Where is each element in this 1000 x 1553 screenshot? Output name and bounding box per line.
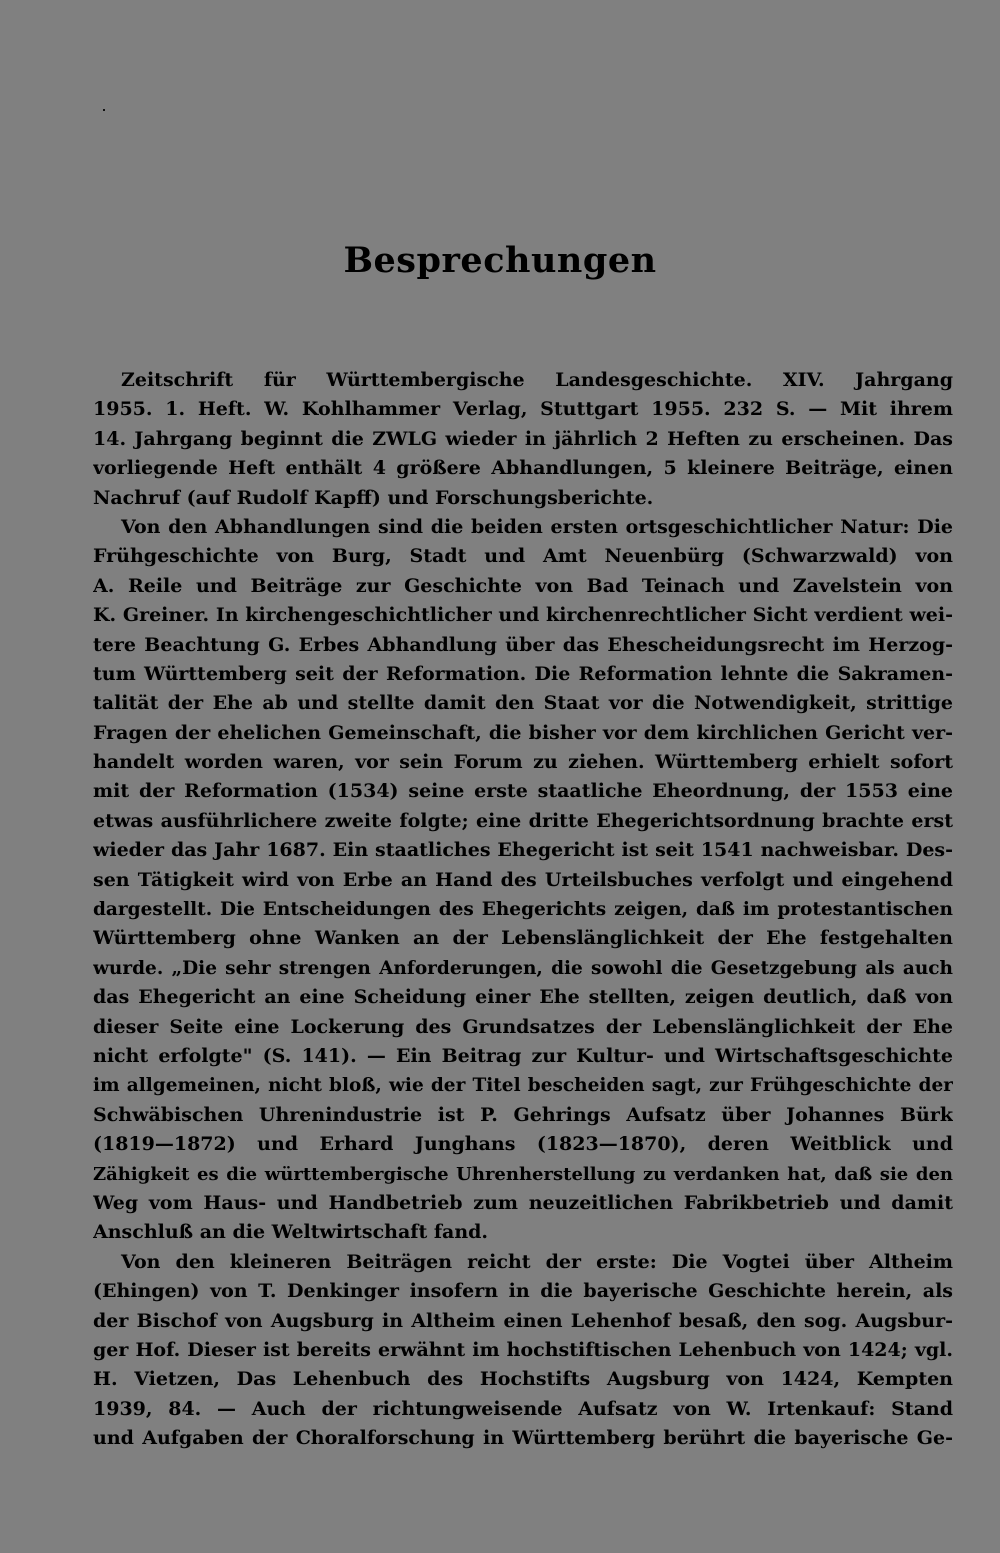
text-line: H. Vietzen, Das Lehenbuch des Hochstifts Augsburg von 1424, Kempten	[93, 1368, 953, 1391]
text-line: Anschluß an die Weltwirtschaft fand.	[93, 1221, 489, 1244]
text-line: 1955. 1. Heft. W. Kohlhammer Verlag, Stuttgart 1955. 232 S. — Mit ihrem	[93, 398, 953, 421]
text-line: vorliegende Heft enthält 4 größere Abhandlungen, 5 kleinere Beiträge, einen	[93, 457, 953, 480]
text-line: nicht erfolgte" (S. 141). — Ein Beitrag zur Kultur- und Wirtschaftsgeschichte	[93, 1044, 953, 1067]
review-text	[93, 366, 953, 1453]
text-line: Fragen der ehelichen Gemeinschaft, die bisher vor dem kirchlichen Gericht ver-	[93, 721, 953, 744]
text-line: dieser Seite eine Lockerung des Grundsatzes der Lebenslänglichkeit der Ehe	[93, 1015, 953, 1038]
text-line: mit der Reformation (1534) seine erste staatliche Eheordnung, der 1553 eine	[93, 780, 953, 803]
text-line: A. Reile und Beiträge zur Geschichte von Bad Teinach und Zavelstein von	[93, 574, 953, 597]
scan-speck	[103, 109, 105, 111]
text-line: Von den Abhandlungen sind die beiden ersten ortsgeschichtlicher Natur: Die	[121, 515, 953, 538]
text-line: Zeitschrift für Württembergische Landesgeschichte. XIV. Jahrgang	[121, 369, 953, 391]
text-line: 1939, 84. — Auch der richtungweisende Aufsatz von W. Irtenkauf: Stand	[93, 1397, 953, 1420]
text-line: Von den kleineren Beiträgen reicht der erste: Die Vogtei über Altheim	[121, 1250, 953, 1273]
text-line: wieder das Jahr 1687. Ein staatliches Ehegericht ist seit 1541 nachweisbar. Des-	[93, 839, 953, 862]
text-line: sen Tätigkeit wird von Erbe an Hand des Urteilsbuches verfolgt und eingehend	[93, 868, 953, 891]
text-line: (1819—1872) und Erhard Junghans (1823—1870), deren Weitblick und	[93, 1133, 953, 1156]
text-line: Württemberg ohne Wanken an der Lebenslänglichkeit der Ehe festgehalten	[93, 927, 953, 950]
text-line: das Ehegericht an eine Scheidung einer Ehe stellten, zeigen deutlich, daß von	[93, 986, 953, 1009]
text-line: talität der Ehe ab und stellte damit den Staat vor die Notwendigkeit, strittige	[93, 692, 953, 715]
text-line: wurde. „Die sehr strengen Anforderungen, die sowohl die Gesetzgebung als auch	[93, 957, 953, 979]
text-line: im allgemeinen, nicht bloß, wie der Titel bescheiden sagt, zur Frühgeschichte der	[93, 1075, 953, 1097]
text-line: (Ehingen) von T. Denkinger insofern in die bayerische Geschichte herein, als	[93, 1280, 953, 1303]
text-line: 14. Jahrgang beginnt die ZWLG wieder in jährlich 2 Heften zu erscheinen. Das	[93, 427, 953, 450]
text-line: etwas ausführlichere zweite folgte; eine dritte Ehegerichtsordnung brachte erst	[93, 809, 953, 832]
text-line: handelt worden waren, vor sein Forum zu ziehen. Württemberg erhielt sofort	[93, 751, 953, 774]
text-line: tum Württemberg seit der Reformation. Die Reformation lehnte die Sakramen-	[93, 662, 953, 685]
text-line: der Bischof von Augsburg in Altheim einen Lehenhof besaß, den sog. Augsbur-	[93, 1309, 953, 1332]
text-line: und Aufgaben der Choralforschung in Württemberg berührt die bayerische Ge-	[93, 1427, 953, 1450]
text-line: tere Beachtung G. Erbes Abhandlung über das Ehescheidungsrecht im Herzog-	[93, 633, 953, 656]
text-line: K. Greiner. In kirchengeschichtlicher und kirchenrechtlicher Sicht verdient wei-	[93, 604, 953, 627]
text-line: Schwäbischen Uhrenindustrie ist P. Gehrings Aufsatz über Johannes Bürk	[93, 1103, 953, 1126]
text-line: Zähigkeit es die württembergische Uhrenherstellung zu verdanken hat, daß sie den	[93, 1163, 953, 1185]
text-line: Frühgeschichte von Burg, Stadt und Amt Neuenbürg (Schwarzwald) von	[93, 545, 953, 568]
text-line: Weg vom Haus- und Handbetrieb zum neuzeitlichen Fabrikbetrieb und damit	[93, 1191, 953, 1214]
section-heading: Besprechungen	[343, 240, 657, 281]
text-line: ger Hof. Dieser ist bereits erwähnt im hochstiftischen Lehenbuch von 1424; vgl.	[93, 1338, 953, 1361]
text-line: dargestellt. Die Entscheidungen des Ehegerichts zeigen, daß im protestantischen	[93, 899, 953, 921]
text-line: Nachruf (auf Rudolf Kapff) und Forschungsberichte.	[93, 486, 654, 509]
